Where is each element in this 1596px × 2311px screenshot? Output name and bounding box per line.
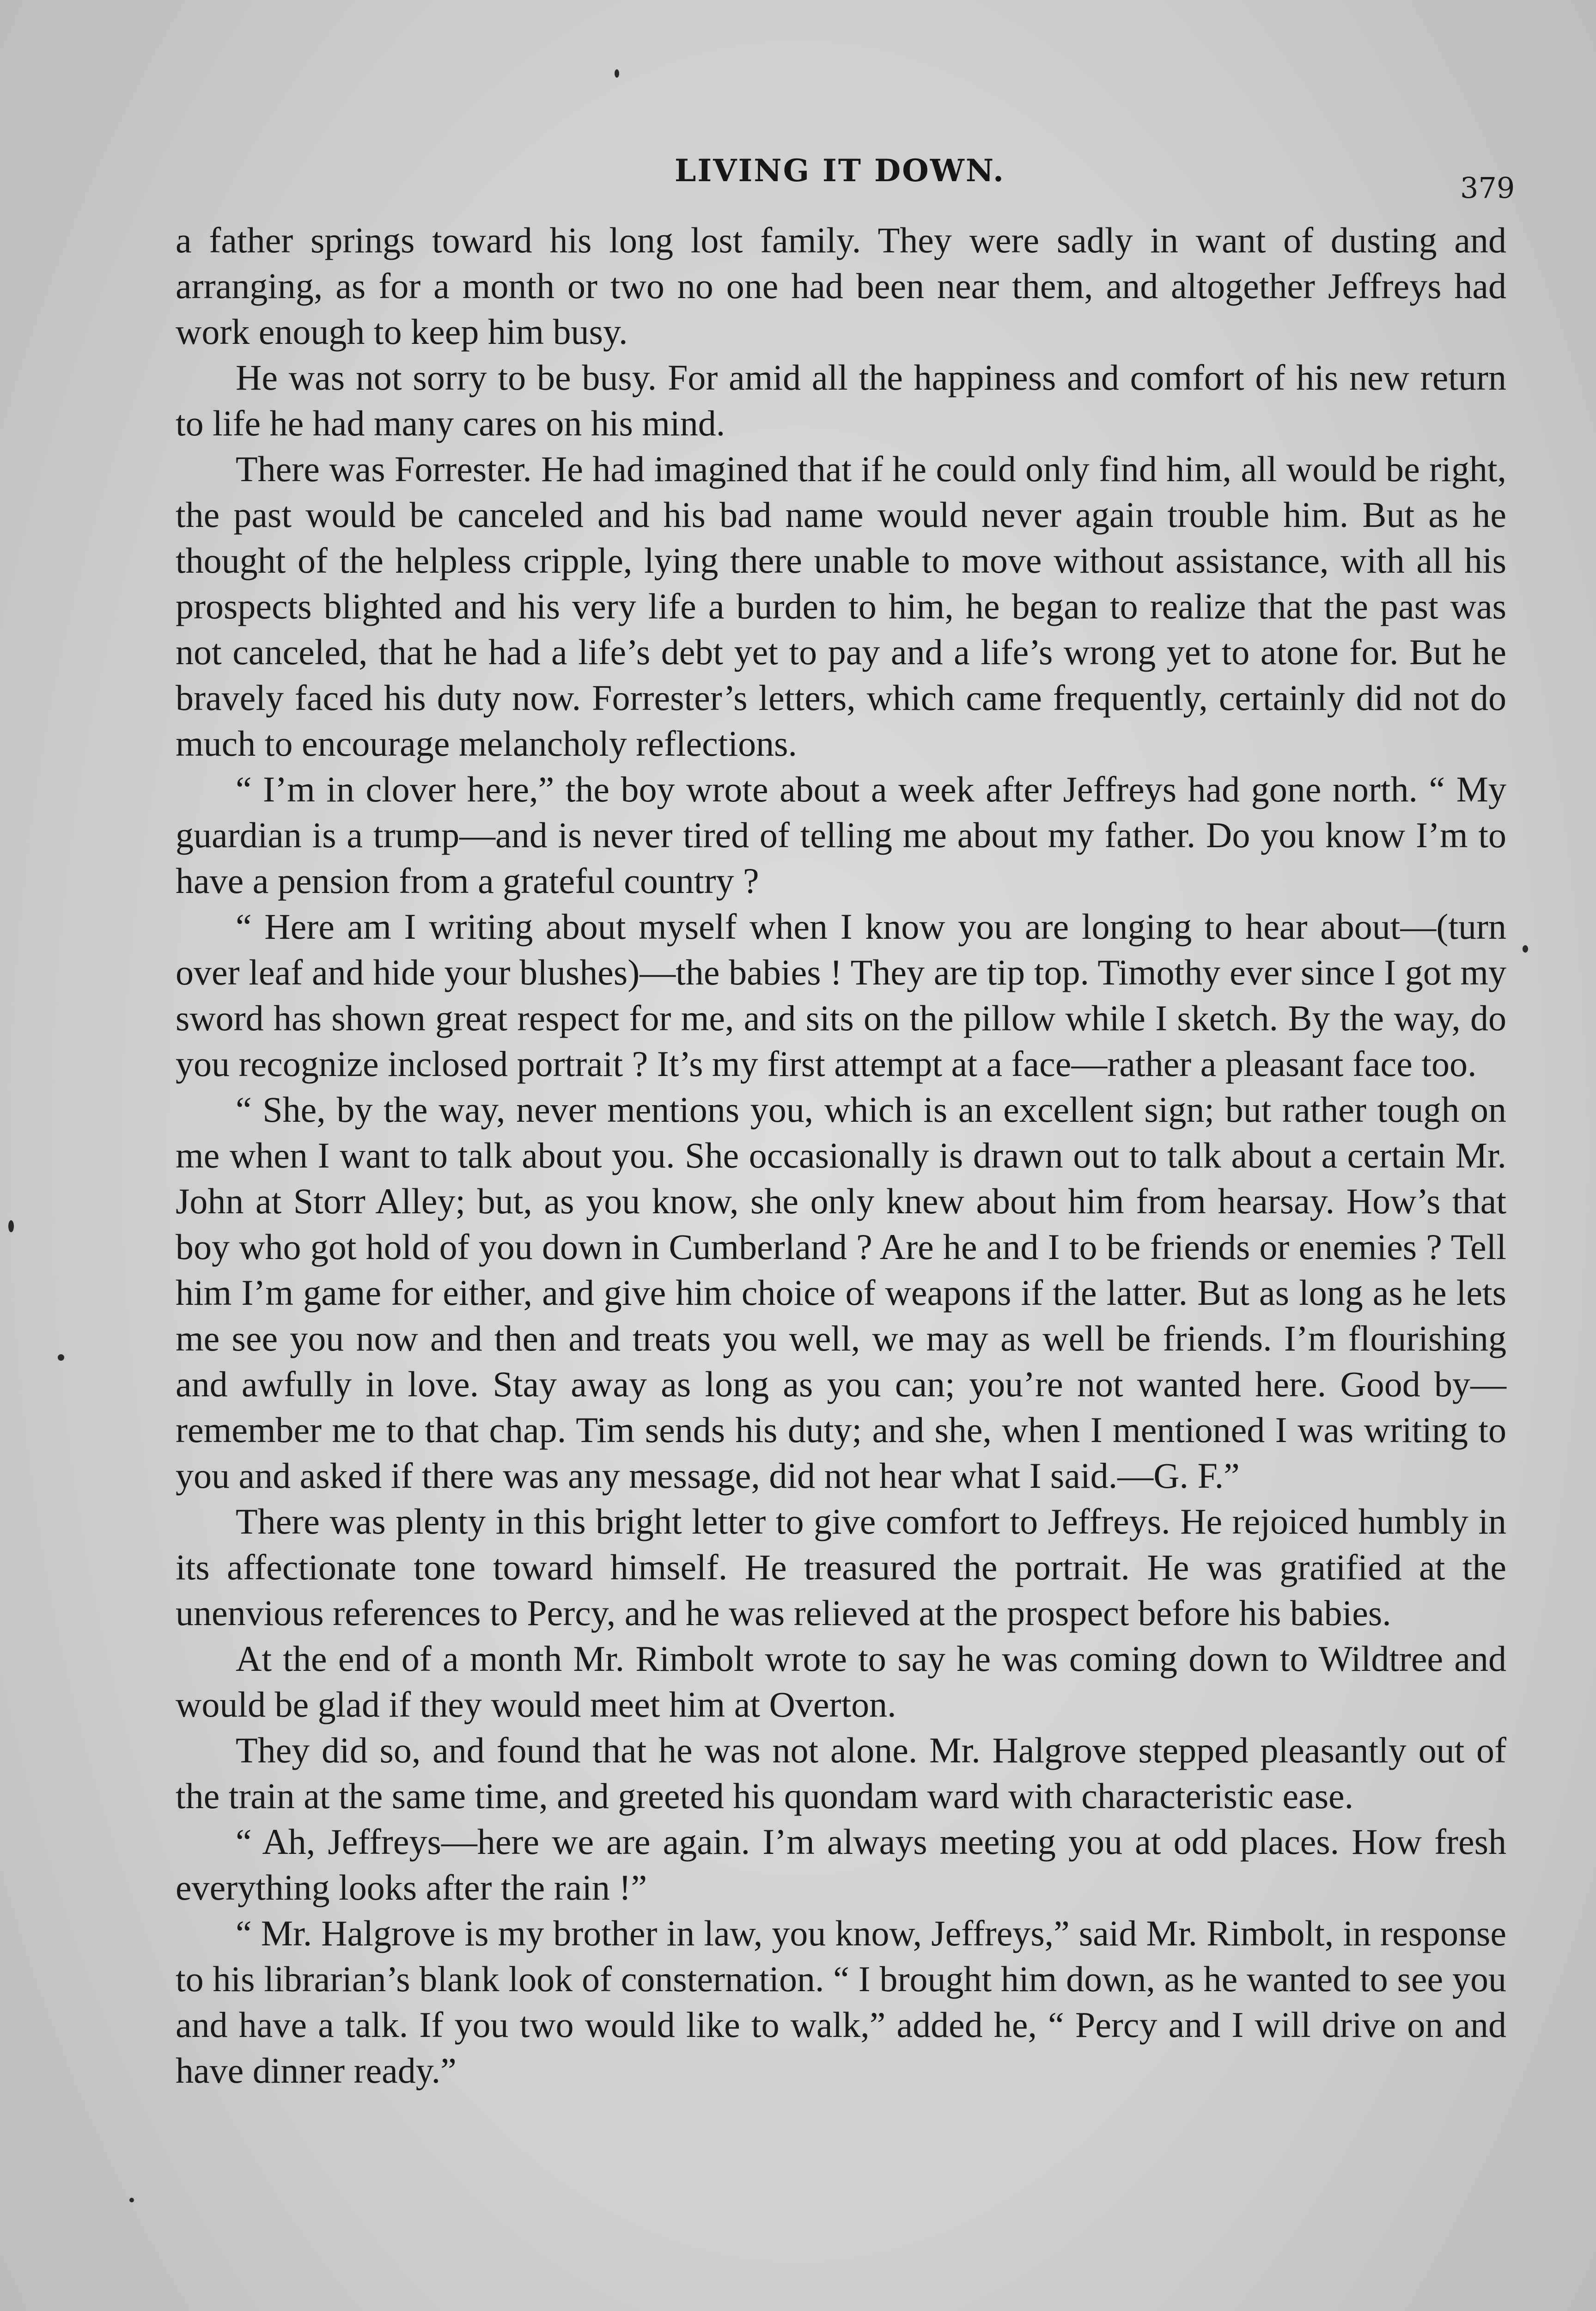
paragraph: There was plenty in this bright letter to give comfort to Jeffreys. He rejoiced humbly in its affectionate tone toward himself. He treasured the portrait. He was gratified at the unenvious references to Percy, and he was relieved at the prospect before his babies. (176, 1501, 1506, 1633)
paragraph: “ Here am I writing about myself when I know you are longing to hear about—(turn over leaf and hide your blushes)—the babies ! They are tip top. Timothy ever since I got my sword has shown great respect for me, and sits on the pillow while I sketch. By the way, do you recognize inclosed portrait ? It’s my first attempt at a face—rather a pleasant face too. (176, 906, 1506, 1084)
paragraph: They did so, and found that he was not alone. Mr. Halgrove stepped pleasantly out of the train at the same time, and greeted his quondam ward with characteristic ease. (176, 1730, 1506, 1816)
print-speck (8, 1220, 14, 1232)
print-speck (1523, 945, 1528, 953)
paragraph: He was not sorry to be busy. For amid all the happiness and comfort of his new return to life he had many cares on his mind. (176, 357, 1506, 443)
paragraph: “ Mr. Halgrove is my brother in law, you know, Jeffreys,” said Mr. Rimbolt, in response to his librarian’s blank look of consternation. “ I brought him down, as he wanted to see you and have a talk. If you two would like to walk,” added he, “ Percy and I will drive on and have dinner ready.” (176, 1913, 1506, 2091)
print-speck (615, 69, 619, 78)
paragraph: “ I’m in clover here,” the boy wrote about a week after Jeffreys had gone north. “ My guardian is a trump—and is never tired of telling me about my father. Do you know I’m to have a pension from a grateful country ? (176, 769, 1506, 901)
body-text (176, 217, 1506, 2093)
page-number: 379 (1460, 171, 1515, 205)
paragraph: At the end of a month Mr. Rimbolt wrote to say he was coming down to Wildtree and would be glad if they would meet him at Overton. (176, 1638, 1506, 1724)
print-speck (129, 2198, 134, 2202)
print-speck (58, 1354, 64, 1361)
paragraph: a father springs toward his long lost family. They were sadly in want of dusting and arranging, as for a month or two no one had been near them, and altogether Jeffreys had work enough to keep him busy. (176, 220, 1506, 352)
paragraph: “ She, by the way, never mentions you, which is an excellent sign; but rather tough on me when I want to talk about you. She occasionally is drawn out to talk about a certain Mr. John at Storr Alley; but, as you know, she only knew about him from hearsay. How’s that boy who got hold of you down in Cumberland ? Are he and I to be friends or enemies ? Tell him I’m game for either, and give him choice of weapons if the latter. But as long as he lets me see you now and then and treats you well, we may as well be friends. I’m flourishing and awfully in love. Stay away as long as you can; you’re not wanted here. Good by—remember me to that chap. Tim sends his duty; and she, when I mentioned I was writing to you and asked if there was any message, did not hear what I said.—G. F.” (176, 1089, 1506, 1496)
paragraph: There was Forrester. He had imagined that if he could only find him, all would be right, the past would be canceled and his bad name would never again trouble him. But as he thought of the helpless cripple, lying there unable to move without assistance, with all his prospects blighted and his very life a burden to him, he began to realize that the past was not canceled, that he had a life’s debt yet to pay and a life’s wrong yet to atone for. But he bravely faced his duty now. Forrester’s letters, which came frequently, certainly did not do much to encourage melancholy reflections. (176, 449, 1506, 764)
paragraph: “ Ah, Jeffreys—here we are again. I’m always meeting you at odd places. How fresh everything looks after the rain !” (176, 1822, 1506, 1907)
running-head: LIVING IT DOWN. (675, 153, 1005, 189)
